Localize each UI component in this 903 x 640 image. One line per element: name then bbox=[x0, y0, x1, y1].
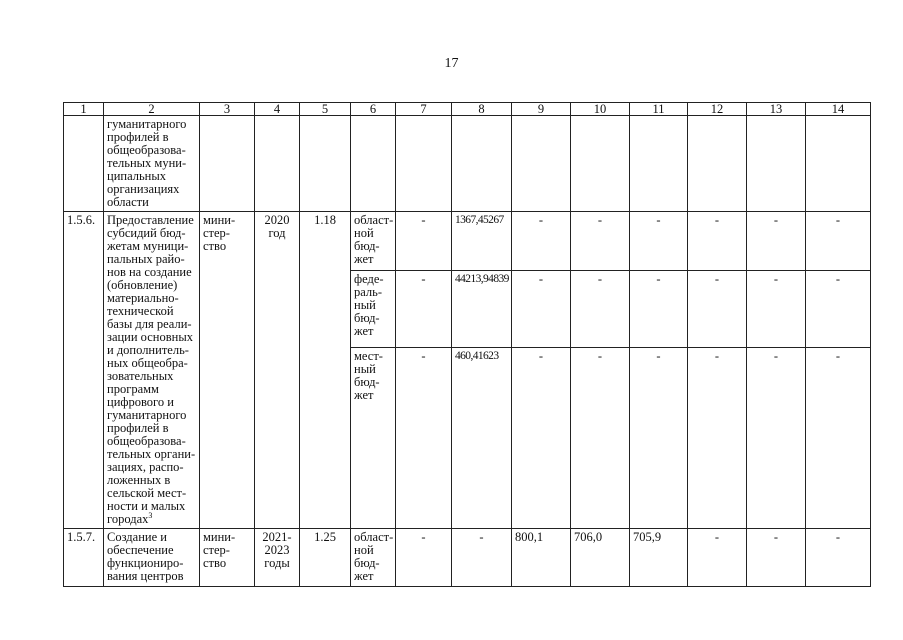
table-row-1-5-6-regional bbox=[64, 212, 871, 271]
value-cell: - bbox=[747, 212, 806, 271]
value-cell: - bbox=[512, 347, 571, 528]
value-cell: - bbox=[571, 212, 630, 271]
column-number: 3 bbox=[200, 103, 255, 116]
value-cell: - bbox=[747, 347, 806, 528]
column-number: 2 bbox=[104, 103, 200, 116]
value-cell: 460,41623 bbox=[452, 347, 512, 528]
column-number: 11 bbox=[630, 103, 688, 116]
page-number: 17 bbox=[444, 56, 459, 71]
item-number: 1.5.7. bbox=[64, 529, 104, 587]
funding-source: мест- ный бюд- жет bbox=[351, 347, 396, 528]
value-cell: - bbox=[747, 271, 806, 348]
value-cell: - bbox=[396, 271, 452, 348]
table-row-continued bbox=[64, 116, 871, 212]
item-number: 1.5.6. bbox=[64, 212, 104, 529]
value-cell: - bbox=[688, 271, 747, 348]
funding-source: област- ной бюд- жет bbox=[351, 212, 396, 271]
value-cell: - bbox=[630, 347, 688, 528]
column-number-row bbox=[64, 103, 871, 116]
value-cell: - bbox=[396, 529, 452, 587]
value-cell: - bbox=[571, 271, 630, 348]
column-number: 4 bbox=[255, 103, 300, 116]
column-number: 9 bbox=[512, 103, 571, 116]
value-cell: - bbox=[512, 212, 571, 271]
column-number: 14 bbox=[806, 103, 871, 116]
funding-source: област- ной бюд- жет bbox=[351, 529, 396, 587]
value-cell: 705,9 bbox=[630, 529, 688, 587]
column-number: 13 bbox=[747, 103, 806, 116]
value-cell: - bbox=[688, 529, 747, 587]
value-cell: - bbox=[806, 271, 871, 348]
budget-table bbox=[63, 102, 871, 587]
executor: мини- стер- ство bbox=[200, 529, 255, 587]
value-cell: - bbox=[630, 212, 688, 271]
value-cell: 800,1 bbox=[512, 529, 571, 587]
column-number: 6 bbox=[351, 103, 396, 116]
column-number: 8 bbox=[452, 103, 512, 116]
executor: мини- стер- ство bbox=[200, 212, 255, 529]
value-cell: - bbox=[630, 271, 688, 348]
value-cell: - bbox=[747, 529, 806, 587]
period: 2020 год bbox=[255, 212, 300, 529]
item-name-continued: гуманитарного профилей в общеобразова- тельных муни- ципальных организациях области bbox=[104, 116, 200, 212]
table-row-1-5-7 bbox=[64, 529, 871, 587]
value-cell: 44213,94839 bbox=[452, 271, 512, 348]
value-cell: 1367,45267 bbox=[452, 212, 512, 271]
period: 2021- 2023 годы bbox=[255, 529, 300, 587]
value-cell: - bbox=[806, 212, 871, 271]
column-number: 10 bbox=[571, 103, 630, 116]
column-number: 1 bbox=[64, 103, 104, 116]
item-name: Создание и обеспечение функциониро- вания центров bbox=[104, 529, 200, 587]
value-cell: - bbox=[396, 347, 452, 528]
value-cell: - bbox=[688, 347, 747, 528]
item-name: Предоставление субсидий бюд- жетам муници- пальных райо- нов на создание (обновление) материально- технической базы для реали- зации основных и дополнитель- ных общеобра- зовательных программ цифрового и гуманитарного профилей в общеобразова- тельных органи- зациях, распо- ложенных в сельской мест- ности и малых городах$^3$ bbox=[104, 212, 200, 529]
value-cell: - bbox=[806, 347, 871, 528]
indicator-ref: 1.18 bbox=[300, 212, 351, 529]
column-number: 5 bbox=[300, 103, 351, 116]
indicator-ref: 1.25 bbox=[300, 529, 351, 587]
value-cell: - bbox=[512, 271, 571, 348]
column-number: 12 bbox=[688, 103, 747, 116]
value-cell: - bbox=[396, 212, 452, 271]
value-cell: 706,0 bbox=[571, 529, 630, 587]
value-cell: - bbox=[806, 529, 871, 587]
column-number: 7 bbox=[396, 103, 452, 116]
value-cell: - bbox=[571, 347, 630, 528]
value-cell: - bbox=[688, 212, 747, 271]
value-cell: - bbox=[452, 529, 512, 587]
footnote-mark: 3 bbox=[148, 510, 153, 520]
funding-source: феде- раль- ный бюд- жет bbox=[351, 271, 396, 348]
